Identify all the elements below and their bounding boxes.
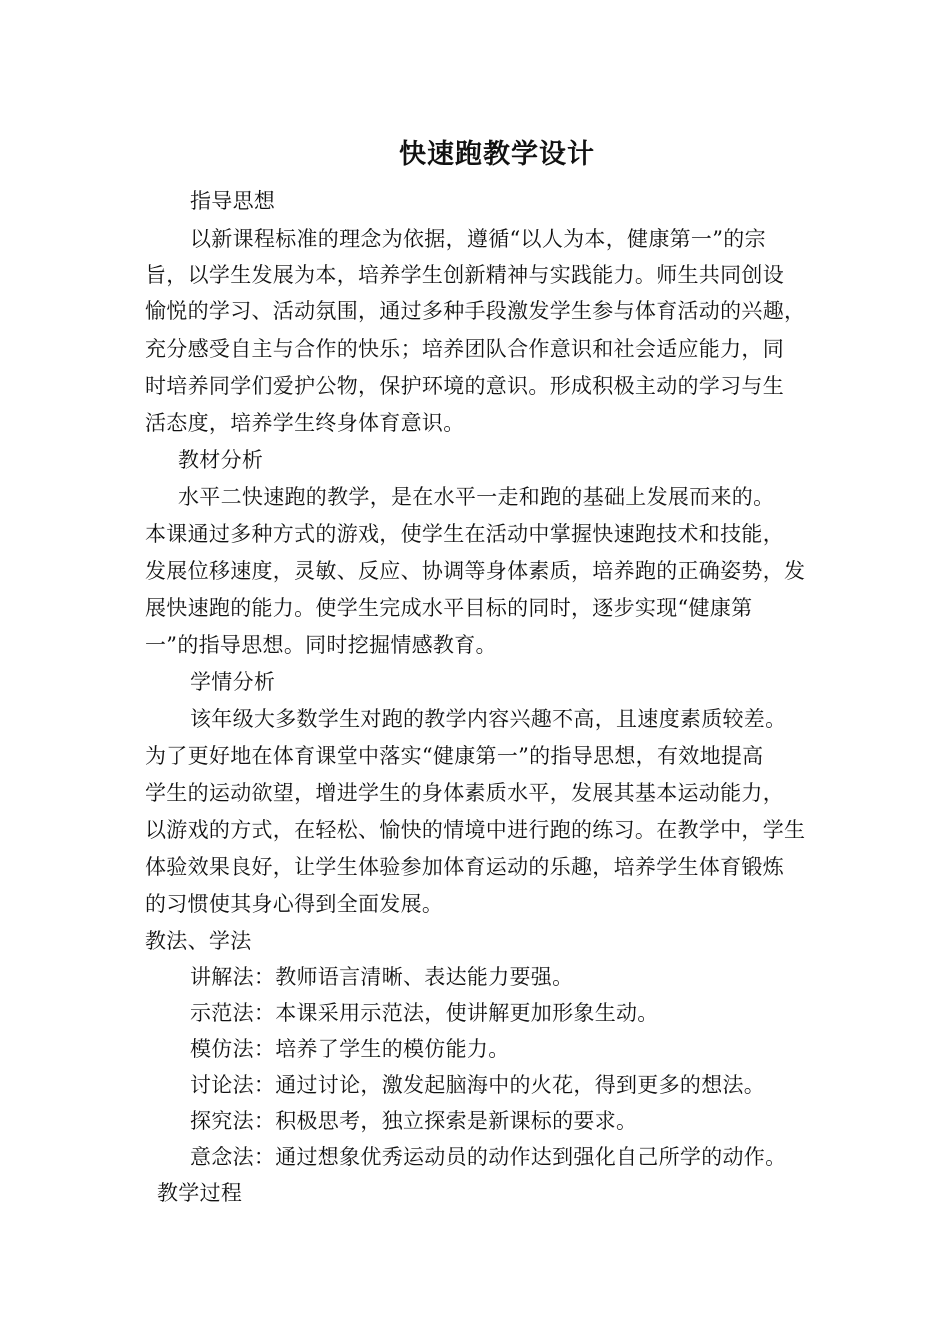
paragraph-line: 的习惯使其身心得到全面发展。 — [145, 892, 444, 916]
paragraph-line: 旨，以学生发展为本，培养学生创新精神与实践能力。师生共同创设 — [145, 263, 784, 287]
paragraph-line: 体验效果良好，让学生体验参加体育运动的乐趣，培养学生体育锻炼 — [145, 855, 784, 879]
method-item: 探究法：积极思考，独立探索是新课标的要求。 — [190, 1109, 638, 1133]
section-heading-material: 教材分析 — [178, 448, 264, 472]
paragraph-line: 活态度，培养学生终身体育意识。 — [145, 411, 465, 435]
section-heading-process: 教学过程 — [157, 1181, 243, 1205]
section-heading-guiding: 指导思想 — [190, 189, 276, 213]
paragraph-line: 发展位移速度，灵敏、反应、协调等身体素质，培养跑的正确姿势，发 — [145, 559, 806, 583]
method-item: 意念法：通过想象优秀运动员的动作达到强化自己所学的动作。 — [190, 1145, 787, 1169]
method-item: 讲解法：教师语言清晰、表达能力要强。 — [190, 965, 574, 989]
paragraph-line: 充分感受自主与合作的快乐；培养团队合作意识和社会适应能力，同 — [145, 337, 784, 361]
paragraph-line: 学生的运动欲望，增进学生的身体素质水平，发展其基本运动能力， — [145, 781, 784, 805]
method-item: 讨论法：通过讨论，激发起脑海中的火花，得到更多的想法。 — [190, 1073, 766, 1097]
paragraph-line: 为了更好地在体育课堂中落实“健康第一”的指导思想，有效地提高 — [145, 744, 764, 768]
method-item: 模仿法：培养了学生的模仿能力。 — [190, 1037, 510, 1061]
paragraph-line: 本课通过多种方式的游戏，使学生在活动中掌握快速跑技术和技能， — [145, 522, 784, 546]
method-item: 示范法：本课采用示范法，使讲解更加形象生动。 — [190, 1001, 659, 1025]
paragraph-line: 愉悦的学习、活动氛围，通过多种手段激发学生参与体育活动的兴趣， — [145, 299, 806, 323]
paragraph-line: 水平二快速跑的教学，是在水平一走和跑的基础上发展而来的。 — [178, 485, 775, 509]
section-heading-methods: 教法、学法 — [145, 929, 252, 953]
paragraph-line: 以新课程标准的理念为依据，遵循“以人为本，健康第一”的宗 — [190, 227, 766, 251]
paragraph-line: 以游戏的方式，在轻松、愉快的情境中进行跑的练习。在教学中，学生 — [145, 818, 806, 842]
document-title: 快速跑教学设计 — [399, 139, 595, 170]
paragraph-line: 时培养同学们爱护公物，保护环境的意识。形成积极主动的学习与生 — [145, 374, 784, 398]
paragraph-line: 一”的指导思想。同时挖掘情感教育。 — [145, 633, 497, 657]
section-heading-students: 学情分析 — [190, 670, 276, 694]
paragraph-line: 展快速跑的能力。使学生完成水平目标的同时，逐步实现“健康第 — [145, 596, 753, 620]
paragraph-line: 该年级大多数学生对跑的教学内容兴趣不高，且速度素质较差。 — [190, 707, 787, 731]
